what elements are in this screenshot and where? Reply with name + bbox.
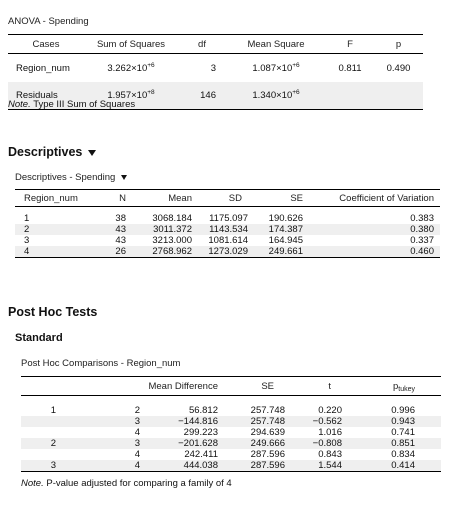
anova-header-df: df bbox=[178, 35, 226, 54]
anova-cell-ms: $1.340\times 10^{+6}$ bbox=[226, 82, 326, 110]
table-row: 3 4 444.038 287.596 1.544 0.414 bbox=[21, 460, 441, 472]
table-row bbox=[8, 54, 423, 83]
posthoc-header-t: t bbox=[289, 377, 351, 396]
table-row: 3 −144.816 257.748 −0.562 0.943 bbox=[21, 416, 441, 427]
table-row: 2 43 3011.372 1143.534 174.387 0.380 bbox=[15, 224, 440, 235]
anova-cell-ss: $1.957\times 10^{+8}$ bbox=[84, 82, 178, 110]
table-row: 2 3 −201.628 249.666 −0.808 0.851 bbox=[21, 438, 441, 449]
desc-header-sd: SD bbox=[195, 190, 255, 207]
descriptives-table bbox=[15, 189, 440, 258]
anova-cell-df: 3 bbox=[178, 54, 226, 83]
table-row: 4 26 2768.962 1273.029 249.661 0.460 bbox=[15, 246, 440, 258]
table-row: 4 242.411 287.596 0.843 0.834 bbox=[134, 449, 415, 460]
anova-cell-ms: $1.087\times 10^{+6}$ bbox=[226, 54, 326, 83]
anova-header-cases: Cases bbox=[8, 35, 84, 54]
anova-cell-f bbox=[326, 82, 374, 110]
posthoc-header-p: $p_{tukey}$ bbox=[351, 377, 441, 396]
descriptives-table-title[interactable]: Descriptives - Spending bbox=[15, 172, 127, 183]
anova-cell-df: 146 bbox=[178, 82, 226, 110]
anova-note: Note. Type III Sum of Squares bbox=[8, 99, 136, 110]
posthoc-table bbox=[21, 376, 441, 472]
desc-header-region: Region_num bbox=[15, 190, 87, 207]
anova-cell-p bbox=[374, 82, 423, 110]
anova-header-p: p bbox=[374, 35, 423, 54]
anova-cell-case: Region_num bbox=[8, 54, 84, 83]
table-row: 1 38 3068.184 1175.097 190.626 0.383 bbox=[24, 213, 434, 224]
desc-header-cv: Coefficient of Variation bbox=[313, 190, 440, 207]
posthoc-table-title: Post Hoc Comparisons - Region_num bbox=[21, 358, 181, 369]
anova-cell-p: 0.490 bbox=[374, 54, 423, 83]
descriptives-heading[interactable]: Descriptives bbox=[8, 145, 96, 159]
anova-cell-case: Residuals bbox=[8, 82, 84, 110]
desc-header-mean: Mean bbox=[137, 190, 195, 207]
table-row: 1 2 56.812 257.748 0.220 0.996 bbox=[50, 405, 415, 416]
anova-cell-f: 0.811 bbox=[326, 54, 374, 83]
table-row: 3 43 3213.000 1081.614 164.945 0.337 bbox=[24, 235, 434, 246]
posthoc-heading: Post Hoc Tests bbox=[8, 305, 98, 319]
desc-header-n: N bbox=[87, 190, 137, 207]
anova-table-title: ANOVA - Spending bbox=[8, 16, 89, 27]
triangle-down-icon[interactable] bbox=[88, 150, 96, 156]
anova-header-ss: Sum of Squares bbox=[84, 35, 178, 54]
posthoc-note: Note. P-value adjusted for comparing a family of 4 bbox=[21, 478, 232, 489]
anova-cell-ss: $3.262\times 10^{+6}$ bbox=[84, 54, 178, 83]
anova-header-ms: Mean Square bbox=[226, 35, 326, 54]
triangle-down-icon[interactable] bbox=[121, 175, 127, 180]
posthoc-header-se: SE bbox=[221, 377, 289, 396]
desc-header-se: SE bbox=[255, 190, 313, 207]
anova-header-f: F bbox=[326, 35, 374, 54]
posthoc-header-mean-diff: Mean Difference bbox=[147, 377, 221, 396]
table-row: 4 299.223 294.639 1.016 0.741 bbox=[134, 427, 415, 438]
posthoc-subheading: Standard bbox=[15, 332, 63, 344]
